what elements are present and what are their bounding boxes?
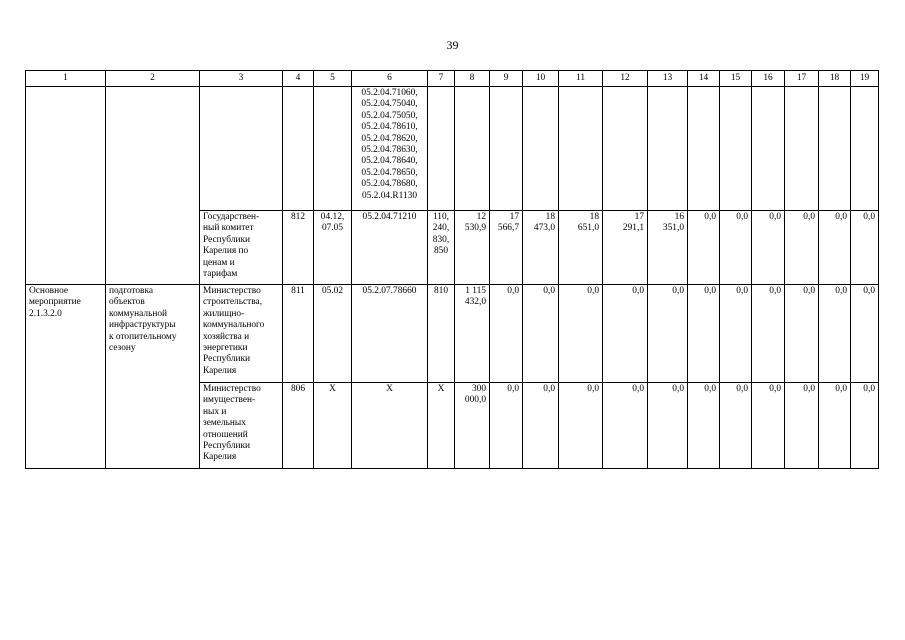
cell-line: земельных (203, 418, 246, 429)
cell-line: жилищно- (203, 308, 245, 319)
header-cell: 11 (559, 71, 603, 87)
budget-table (25, 70, 879, 469)
cell-line: 05.2.04.75040, (361, 99, 418, 110)
table-cell (785, 87, 819, 211)
cell-line: Карелия (203, 452, 237, 463)
table-cell: 0,0 (523, 285, 559, 383)
cell-line: 300 (471, 384, 486, 394)
cell-line: 651,0 (577, 223, 599, 234)
cell-line: ценам и (203, 257, 235, 268)
table-cell: 0,0 (648, 285, 688, 383)
table-cell: 05.2.04.71210 (352, 211, 428, 285)
table-cell (352, 87, 428, 211)
table-cell (523, 211, 559, 285)
table-cell: 0,0 (785, 383, 819, 469)
table-cell (200, 211, 283, 285)
table-cell: 0,0 (688, 383, 720, 469)
cell-line: 05.2.04.78630, (361, 145, 418, 156)
table-cell (603, 87, 648, 211)
header-cell: 5 (314, 71, 352, 87)
cell-line: 17 (634, 212, 644, 222)
header-cell: 10 (523, 71, 559, 87)
table-cell: 0,0 (720, 285, 752, 383)
table-cell: 0,0 (490, 383, 523, 469)
table-cell (720, 87, 752, 211)
cell-line: 830, (432, 234, 450, 245)
table-cell (106, 87, 200, 285)
cell-line: 432,0 (464, 297, 486, 308)
header-cell: 17 (785, 71, 819, 87)
header-cell: 7 (428, 71, 455, 87)
table-cell (314, 87, 352, 211)
table-cell: 0,0 (490, 285, 523, 383)
cell-line: 17 (509, 212, 519, 222)
table-cell (26, 285, 106, 469)
table-cell (106, 285, 200, 469)
table-cell: 0,0 (648, 383, 688, 469)
table-cell: 806 (283, 383, 314, 469)
cell-line: сезону (109, 343, 136, 354)
cell-line: 05.2.04.78680, (361, 179, 418, 190)
table-cell: Х (428, 383, 455, 469)
table-cell: 0,0 (752, 383, 785, 469)
header-cell: 12 (603, 71, 648, 87)
table-cell: 0,0 (720, 211, 752, 285)
cell-line: ный комитет (203, 223, 254, 234)
table-cell: 0,0 (720, 383, 752, 469)
cell-line: 351,0 (662, 223, 684, 234)
table-cell (200, 383, 283, 469)
table-cell (455, 87, 490, 211)
table-cell: Х (314, 383, 352, 469)
cell-line: 05.2.04.71060, (361, 88, 418, 98)
header-cell: 3 (200, 71, 283, 87)
table-cell: 0,0 (559, 383, 603, 469)
header-cell: 2 (106, 71, 200, 87)
cell-line: тарифам (203, 269, 238, 280)
page-number: 39 (446, 38, 459, 52)
table-cell: 0,0 (752, 211, 785, 285)
cell-line: 05.2.04.78620, (361, 133, 418, 144)
table-cell: 0,0 (785, 285, 819, 383)
table-cell (428, 87, 455, 211)
table-cell (26, 87, 106, 285)
table-cell: 0,0 (819, 383, 851, 469)
cell-line: к отопительному (109, 331, 177, 342)
cell-line: Основное (29, 286, 69, 296)
cell-line: 07.05 (321, 223, 344, 234)
table-cell: 0,0 (559, 285, 603, 383)
table-cell: 811 (283, 285, 314, 383)
table-row (26, 285, 879, 383)
cell-line: 850 (433, 246, 449, 257)
table-cell: Х (352, 383, 428, 469)
table-cell (200, 285, 283, 383)
cell-line: 473,0 (533, 223, 555, 234)
header-cell: 16 (752, 71, 785, 87)
table-cell (688, 87, 720, 211)
cell-line: Министерство (203, 384, 261, 394)
header-cell: 18 (819, 71, 851, 87)
cell-line: 05.2.04.78610, (361, 122, 418, 133)
header-cell: 13 (648, 71, 688, 87)
cell-line: 05.2.04.78650, (361, 167, 418, 178)
cell-line: Карелия по (203, 246, 249, 257)
table-cell (490, 211, 523, 285)
table-cell (428, 211, 455, 285)
cell-line: хозяйства и (203, 331, 250, 342)
table-cell (819, 87, 851, 211)
table-cell (523, 87, 559, 211)
cell-line: 05.2.04.75050, (361, 110, 418, 121)
table-cell (603, 211, 648, 285)
cell-line: коммунальной (109, 308, 168, 319)
table-cell (490, 87, 523, 211)
cell-line: 110, (432, 212, 450, 222)
cell-line: 530,9 (464, 223, 486, 234)
table-cell: 0,0 (688, 285, 720, 383)
header-cell: 8 (455, 71, 490, 87)
table-cell: 0,0 (523, 383, 559, 469)
cell-line: 04.12, (320, 212, 345, 222)
cell-line: Республики (203, 354, 251, 365)
table-cell (648, 211, 688, 285)
cell-line: мероприятие (29, 297, 81, 308)
cell-line: Республики (203, 234, 251, 245)
header-cell: 14 (688, 71, 720, 87)
cell-line: 18 (545, 212, 555, 222)
cell-line: отношений (203, 429, 248, 440)
table-cell (559, 211, 603, 285)
header-cell: 1 (26, 71, 106, 87)
table-row (26, 87, 879, 211)
cell-line: 291,1 (622, 223, 644, 234)
table-cell (455, 285, 490, 383)
cell-line: Государствен- (203, 212, 260, 222)
cell-line: 566,7 (497, 223, 519, 234)
cell-line: 18 (589, 212, 599, 222)
header-cell: 19 (851, 71, 879, 87)
table-cell: 0,0 (851, 285, 879, 383)
table-cell: 0,0 (688, 211, 720, 285)
table-cell (314, 211, 352, 285)
table-cell: 0,0 (851, 211, 879, 285)
table-cell: 0,0 (752, 285, 785, 383)
cell-line: 16 (674, 212, 684, 222)
table-cell (283, 87, 314, 211)
table-header-row (26, 71, 879, 87)
cell-line: подготовка (109, 286, 154, 296)
cell-line: 05.2.04.78640, (361, 156, 418, 167)
cell-line: инфраструктуры (109, 320, 176, 331)
table-cell: 810 (428, 285, 455, 383)
table-cell (559, 87, 603, 211)
cell-line: коммунального (203, 320, 265, 331)
table-cell: 0,0 (819, 211, 851, 285)
header-cell: 6 (352, 71, 428, 87)
cell-line: 12 (476, 212, 486, 222)
cell-line: строительства, (203, 297, 263, 308)
header-cell: 4 (283, 71, 314, 87)
table-cell (648, 87, 688, 211)
cell-line: объектов (109, 297, 145, 308)
table-cell: 0,0 (603, 285, 648, 383)
table-cell: 05.2.07.78660 (352, 285, 428, 383)
cell-line: 000,0 (464, 395, 486, 406)
table-cell (455, 383, 490, 469)
table-cell: 812 (283, 211, 314, 285)
table-cell (851, 87, 879, 211)
cell-line: имуществен- (203, 395, 256, 406)
cell-line: Республики (203, 441, 251, 452)
table-cell: 0,0 (819, 285, 851, 383)
cell-line: 1 115 (465, 286, 486, 296)
cell-line: 05.2.04.R1130 (361, 190, 418, 201)
table-cell: 0,0 (851, 383, 879, 469)
table-cell (455, 211, 490, 285)
cell-line: 240, (432, 223, 450, 234)
table-cell: 0,0 (603, 383, 648, 469)
header-cell: 15 (720, 71, 752, 87)
table-cell: 0,0 (785, 211, 819, 285)
table-cell (752, 87, 785, 211)
cell-line: Министерство (203, 286, 261, 296)
header-cell: 9 (490, 71, 523, 87)
cell-line: 2.1.3.2.0 (29, 308, 62, 319)
cell-line: Карелия (203, 365, 237, 376)
cell-line: энергетики (203, 343, 248, 354)
table-cell (200, 87, 283, 211)
cell-line: ных и (203, 406, 227, 417)
table-cell: 05.02 (314, 285, 352, 383)
